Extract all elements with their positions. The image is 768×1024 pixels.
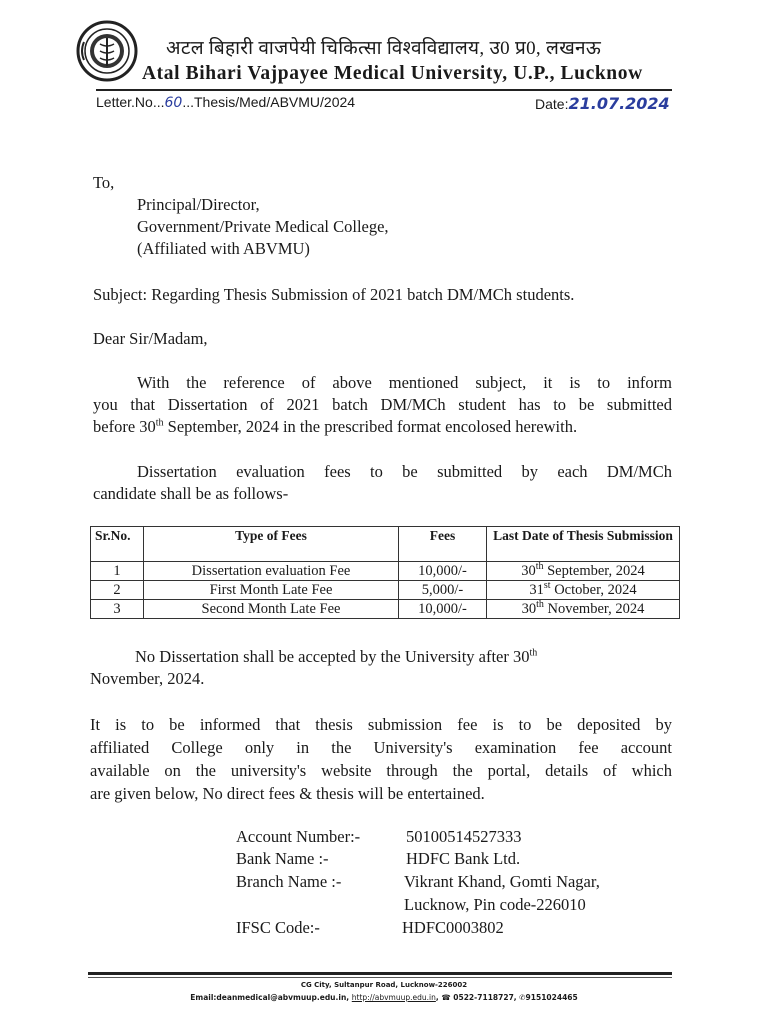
footer-contact bbox=[0, 993, 768, 1002]
university-seal-logo bbox=[76, 20, 138, 82]
date-day: 30 bbox=[521, 601, 537, 617]
table-row bbox=[91, 562, 680, 581]
footer-website-link[interactable]: http://abvmuup.edu.in bbox=[351, 993, 436, 1002]
para4-line3: available on the university's website through the portal, details of which bbox=[90, 761, 672, 780]
cell-type: First Month Late Fee bbox=[144, 581, 399, 600]
ifsc-code-value: HDFC0003802 bbox=[402, 918, 504, 937]
letter-number-handwritten: 60 bbox=[164, 95, 183, 111]
para2-line1: Dissertation evaluation fees to be submitted by each DM/MCh bbox=[137, 462, 672, 481]
para3-line1-a: No Dissertation shall be accepted by the University after 30 bbox=[135, 647, 530, 666]
letter-number-prefix: Letter.No... bbox=[96, 94, 165, 110]
table-row bbox=[91, 600, 680, 619]
fee-table bbox=[90, 526, 680, 619]
header-type-of-fees: Type of Fees bbox=[144, 527, 399, 562]
table-row bbox=[91, 581, 680, 600]
cell-sr: 1 bbox=[91, 562, 144, 581]
cell-date bbox=[487, 562, 680, 581]
date-rest: September, 2024 bbox=[543, 563, 645, 579]
date-rest: November, 2024 bbox=[543, 601, 645, 617]
para4-line2: affiliated College only in the University's examination fee account bbox=[90, 738, 672, 757]
para1-line3 bbox=[93, 416, 577, 438]
date-day: 31 bbox=[529, 582, 544, 598]
para4-line4: are given below, No direct fees & thesis will be entertained. bbox=[90, 784, 485, 803]
footer-divider-thin bbox=[88, 977, 672, 978]
bank-name-label: Bank Name :- bbox=[236, 849, 329, 868]
account-number-value: 50100514527333 bbox=[406, 827, 522, 846]
header-divider bbox=[96, 89, 672, 91]
cell-fee: 5,000/- bbox=[399, 581, 487, 600]
bank-details bbox=[236, 826, 676, 946]
cell-type: Dissertation evaluation Fee bbox=[144, 562, 399, 581]
footer-email: Email:deanmedical@abvmuup.edu.in, bbox=[190, 993, 350, 1002]
fee-table-header-row bbox=[91, 527, 680, 562]
cell-date bbox=[487, 600, 680, 619]
header-fees: Fees bbox=[399, 527, 487, 562]
para3-line1-sup: th bbox=[529, 647, 538, 659]
cell-sr: 2 bbox=[91, 581, 144, 600]
para4-line1: It is to be informed that thesis submission fee is to be deposited by bbox=[90, 715, 672, 734]
university-name-hindi: अटल बिहारी वाजपेयी चिकित्सा विश्वविद्यालय, उ0 प्र0, लखनऊ bbox=[166, 38, 602, 59]
letter-date bbox=[535, 94, 670, 113]
cell-fee: 10,000/- bbox=[399, 600, 487, 619]
para2-line2: candidate shall be as follows- bbox=[93, 484, 289, 503]
salutation: Dear Sir/Madam, bbox=[93, 329, 208, 348]
footer-phone: , ☎ 0522-7118727, ✆9151024465 bbox=[435, 993, 578, 1002]
cell-type: Second Month Late Fee bbox=[144, 600, 399, 619]
date-label: Date: bbox=[535, 96, 569, 112]
para3-line2: November, 2024. bbox=[90, 669, 205, 688]
para1-line3-a: before 30 bbox=[93, 417, 156, 436]
university-name-english: Atal Bihari Vajpayee Medical University, U.P., Lucknow bbox=[142, 63, 643, 84]
cell-sr: 3 bbox=[91, 600, 144, 619]
para1-line2: you that Dissertation of 2021 batch DM/MCh student has to be submitted bbox=[93, 395, 672, 414]
recipient-line-3: (Affiliated with ABVMU) bbox=[137, 239, 310, 258]
para1-line1: With the reference of above mentioned subject, it is to inform bbox=[137, 373, 672, 392]
footer-divider-thick bbox=[88, 972, 672, 975]
branch-name-value-1: Vikrant Khand, Gomti Nagar, bbox=[404, 872, 600, 891]
footer-address: CG City, Sultanpur Road, Lucknow-226002 bbox=[300, 981, 468, 989]
recipient-line-2: Government/Private Medical College, bbox=[137, 217, 389, 236]
para1-line3-sup: th bbox=[155, 417, 164, 429]
cell-date bbox=[487, 581, 680, 600]
date-sup: st bbox=[543, 580, 551, 592]
bank-name-value: HDFC Bank Ltd. bbox=[406, 849, 521, 868]
para1-line3-b: September, 2024 in the prescribed format encolosed herewith. bbox=[163, 417, 578, 436]
date-handwritten: 21.07.2024 bbox=[568, 94, 670, 113]
header-sr-no: Sr.No. bbox=[91, 527, 144, 562]
header-last-date: Last Date of Thesis Submission bbox=[487, 527, 680, 562]
date-rest: October, 2024 bbox=[550, 582, 637, 598]
date-sup: th bbox=[535, 561, 544, 573]
account-number-label: Account Number:- bbox=[236, 827, 361, 846]
branch-name-label: Branch Name :- bbox=[236, 872, 342, 891]
para3-line1 bbox=[135, 646, 537, 668]
cell-fee: 10,000/- bbox=[399, 562, 487, 581]
date-sup: th bbox=[536, 599, 544, 611]
subject-line: Subject: Regarding Thesis Submission of 2021 batch DM/MCh students. bbox=[93, 285, 575, 304]
ifsc-code-label: IFSC Code:- bbox=[236, 918, 320, 937]
recipient-line-1: Principal/Director, bbox=[137, 195, 260, 214]
letter-number-suffix: ...Thesis/Med/ABVMU/2024 bbox=[182, 94, 356, 110]
letter-number bbox=[96, 94, 355, 111]
branch-name-value-2: Lucknow, Pin code-226010 bbox=[404, 895, 586, 914]
date-day: 30 bbox=[521, 563, 536, 579]
to-label: To, bbox=[93, 173, 115, 192]
